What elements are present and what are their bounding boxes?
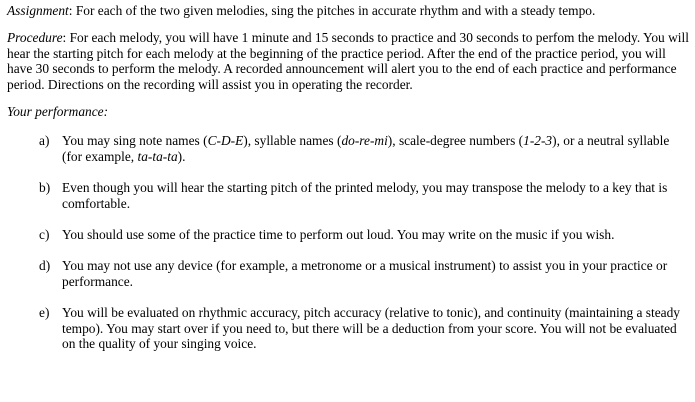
list-item [39, 180, 689, 211]
list-marker: e) [39, 305, 50, 321]
assignment-paragraph [7, 3, 689, 18]
procedure-text: : For each melody, you will have 1 minute and 15 seconds to practice and 30 seconds to perfom the melody. You will hear the starting pitch for each melody at the beginning of the practice period. After the end of the practice period, you will have 30 seconds to perform the melody. A recorded announcement will alert you to the end of each practice and performance period. Directions on the recording will assist you in operating the recorder. [7, 30, 689, 92]
assignment-text: : For each of the two given melodies, sing the pitches in accurate rhythm and with a steady tempo. [68, 3, 596, 18]
list-item-text: You will be evaluated on rhythmic accuracy, pitch accuracy (relative to tonic), and continuity (maintaining a steady tempo). You may start over if you need to, but there will be a deduction from your score. You will not be evaluated on the quality of your singing voice. [62, 305, 680, 352]
list-item [39, 133, 689, 164]
list-marker: a) [39, 133, 50, 149]
list-item [39, 258, 689, 289]
list-marker: d) [39, 258, 51, 274]
list-item-text: You may sing note names (C-D-E), syllable names (do-re-mi), scale-degree numbers (1-2-3), or a neutral syllable (for example, ta-ta-ta). [62, 133, 670, 164]
list-item [39, 227, 689, 242]
performance-heading: Your performance: [7, 104, 109, 120]
list-item-text: You may not use any device (for example, a metronome or a musical instrument) to assist you in your practice or performance. [62, 258, 668, 289]
assignment-label: Assignment [7, 3, 69, 18]
procedure-label: Procedure [7, 30, 63, 46]
performance-list [7, 133, 689, 351]
list-marker: b) [39, 180, 51, 196]
list-item-text: You should use some of the practice time to perform out loud. You may write on the music if you wish. [62, 227, 615, 243]
list-item-text: Even though you will hear the starting pitch of the printed melody, you may transpose the melody to a key that is comfortable. [62, 180, 668, 211]
list-marker: c) [39, 227, 50, 243]
procedure-paragraph [7, 30, 689, 92]
list-item [39, 305, 689, 351]
